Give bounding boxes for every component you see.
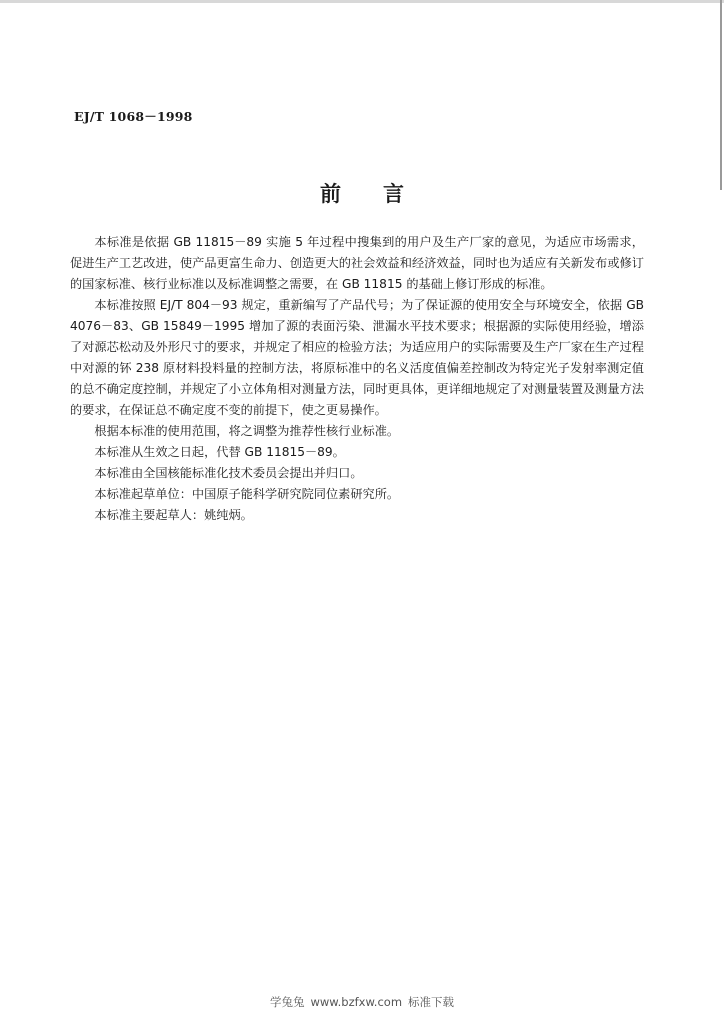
paragraph-basis: 本标准是依据 GB 11815－89 实施 5 年过程中搜集到的用户及生产厂家的意见，为适应市场需求，促进生产工艺改进，使产品更富生命力、创造更大的社会效益和经济效益，同时也为适应有关新发布或修订的国家标准、核行业标准以及标准调整之需要，在 GB 11815 的基础上修订形成的标准。 [70, 235, 644, 291]
page-title: 前言 [320, 182, 446, 206]
paragraph-scope: 根据本标准的使用范围，将之调整为推荐性核行业标准。 [94, 424, 400, 438]
scan-edge-right [720, 0, 722, 190]
paragraph-replaces: 本标准从生效之日起，代替 GB 11815－89。 [94, 445, 345, 459]
paragraph-drafting-unit: 本标准起草单位：中国原子能科学研究院同位素研究所。 [94, 487, 400, 501]
foreword-body [70, 232, 644, 526]
document-code: EJ/T 1068－1998 [74, 109, 193, 124]
footer-site-link[interactable]: www.bzfxw.com [310, 995, 403, 1009]
footer-label: 标准下载 [408, 995, 455, 1009]
paragraph-changes: 本标准按照 EJ/T 804－93 规定，重新编写了产品代号；为了保证源的使用安全与环境安全，依据 GB 4076－83、GB 15849－1995 增加了源的表面污染、泄漏水平技术要求；根据源的实际使用经验，增添了对源芯松动及外形尺寸的要求，并规定了相应的检验方法；为适应用户的实际需要及生产厂家在生产过程中对源的钚 238 原材料投料量的控制方法，将原标准中的名义活度值偏差控制改为特定光子发射率测定值的总不确定度控制，并规定了小立体角相对测量方法，同时更具体，更详细地规定了对测量装置及测量方法的要求，在保证总不确定度不变的前提下，使之更易操作。 [70, 298, 644, 417]
scan-edge-top [0, 0, 724, 3]
footer-brand: 学兔兔 [269, 995, 305, 1009]
download-footer [0, 994, 724, 1010]
paragraph-proposer: 本标准由全国核能标准化技术委员会提出并归口。 [94, 466, 363, 480]
paragraph-drafter: 本标准主要起草人：姚纯炳。 [94, 508, 253, 522]
